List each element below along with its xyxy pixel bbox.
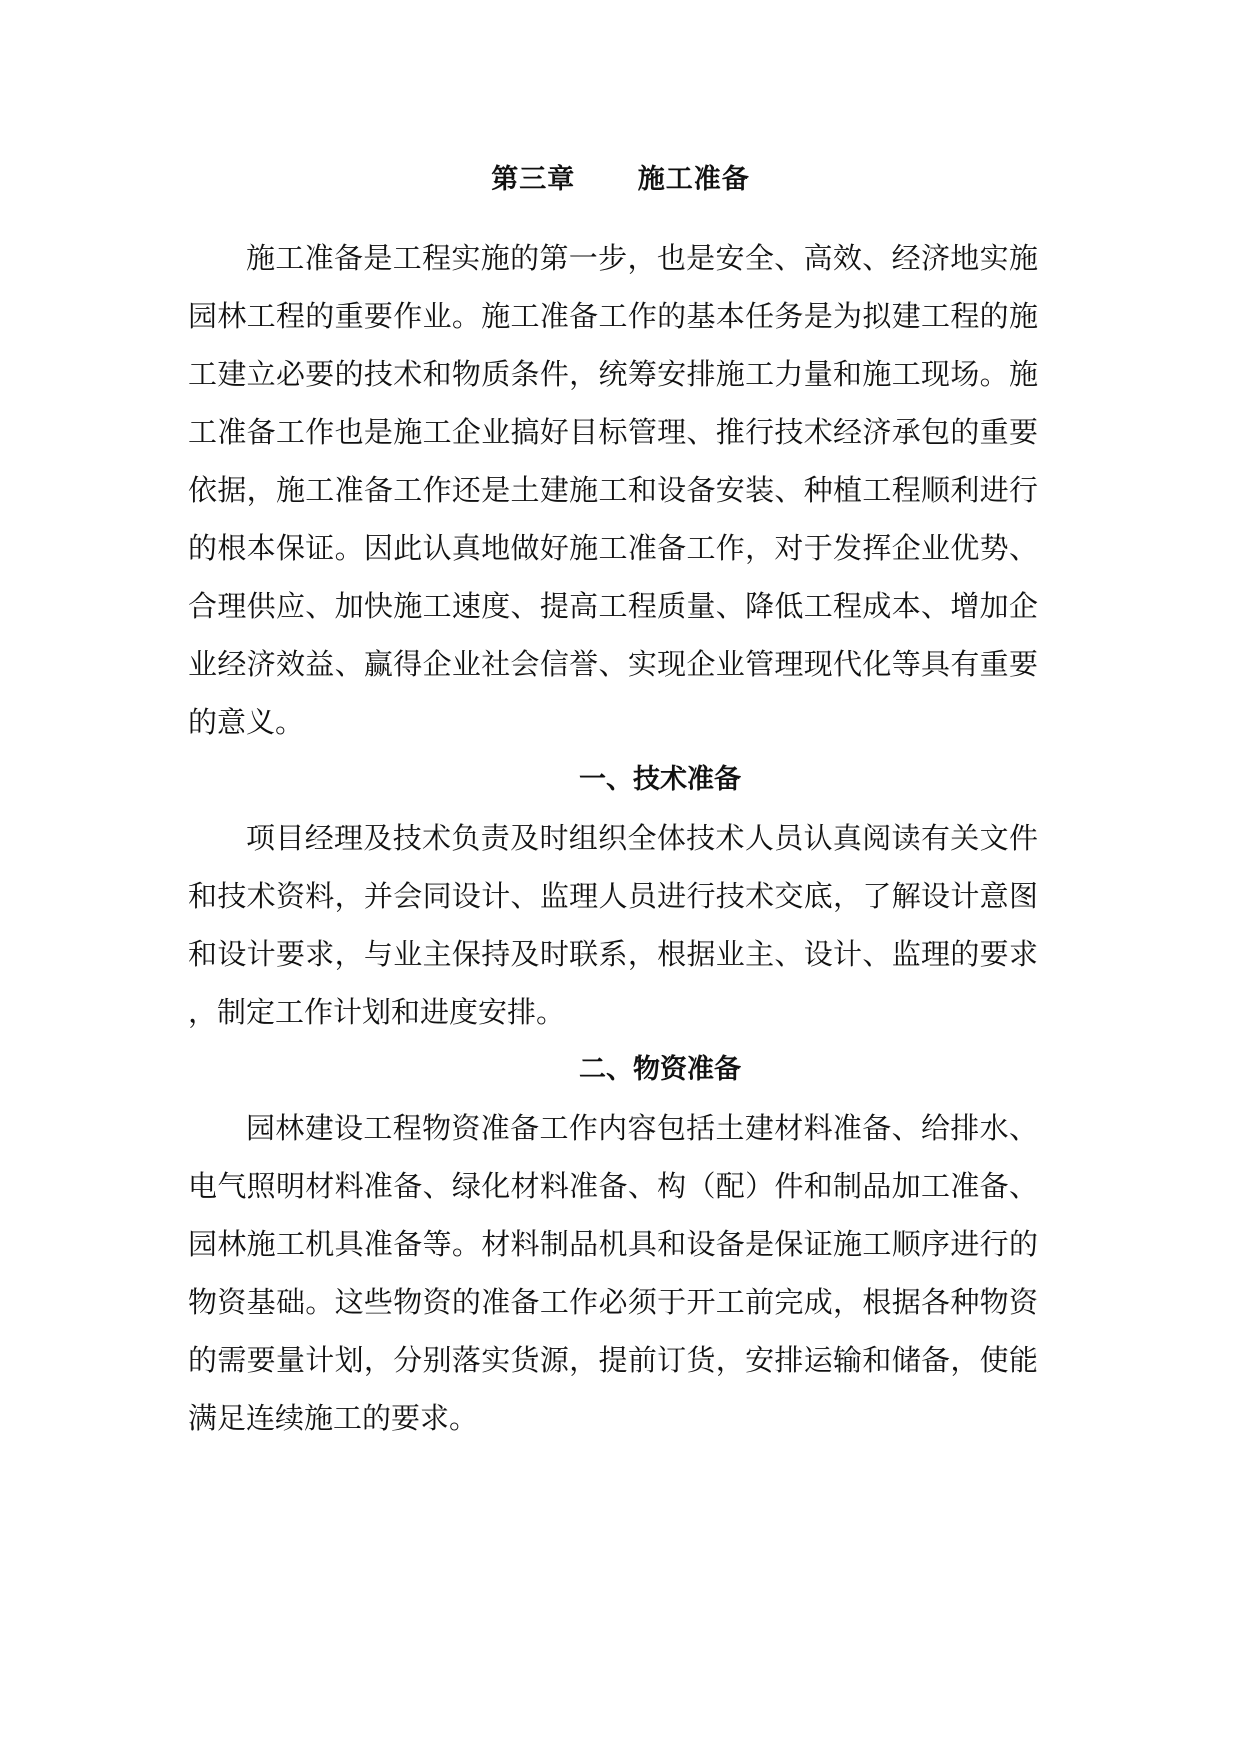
paragraph-line: 园林工程的重要作业。施工准备工作的基本任务是为拟建工程的施 bbox=[188, 299, 1038, 333]
paragraph-line: 的意义。 bbox=[188, 705, 305, 739]
paragraph-line: 项目经理及技术负责及时组织全体技术人员认真阅读有关文件 bbox=[246, 821, 1038, 855]
section-heading-materials: 二、物资准备 bbox=[579, 1054, 741, 1085]
paragraph-line: 电气照明材料准备、绿化材料准备、构（配）件和制品加工准备、 bbox=[188, 1169, 1038, 1203]
paragraph-line: 物资基础。这些物资的准备工作必须于开工前完成，根据各种物资 bbox=[188, 1285, 1038, 1319]
paragraph-line: 合理供应、加快施工速度、提高工程质量、降低工程成本、增加企 bbox=[188, 589, 1038, 623]
paragraph-line: 园林施工机具准备等。材料制品机具和设备是保证施工顺序进行的 bbox=[188, 1227, 1038, 1261]
paragraph-line: 和技术资料，并会同设计、监理人员进行技术交底，了解设计意图 bbox=[188, 879, 1038, 913]
paragraph-line: 依据，施工准备工作还是土建施工和设备安装、种植工程顺利进行 bbox=[188, 473, 1038, 507]
paragraph-line: 的需要量计划，分别落实货源，提前订货，安排运输和储备，使能 bbox=[188, 1343, 1038, 1377]
paragraph-line: 园林建设工程物资准备工作内容包括土建材料准备、给排水、 bbox=[246, 1111, 1038, 1145]
paragraph-line: 工准备工作也是施工企业搞好目标管理、推行技术经济承包的重要 bbox=[188, 415, 1038, 449]
paragraph-line: ，制定工作计划和进度安排。 bbox=[188, 995, 566, 1029]
paragraph-line: 和设计要求，与业主保持及时联系，根据业主、设计、监理的要求 bbox=[188, 937, 1038, 971]
paragraph-line: 满足连续施工的要求。 bbox=[188, 1401, 479, 1435]
paragraph-line: 施工准备是工程实施的第一步，也是安全、高效、经济地实施 bbox=[246, 241, 1038, 275]
paragraph-line: 业经济效益、赢得企业社会信誉、实现企业管理现代化等具有重要 bbox=[188, 647, 1038, 681]
section-heading-technical: 一、技术准备 bbox=[579, 764, 741, 795]
paragraph-line: 工建立必要的技术和物质条件，统筹安排施工力量和施工现场。施 bbox=[188, 357, 1038, 391]
paragraph-line: 的根本保证。因此认真地做好施工准备工作，对于发挥企业优势、 bbox=[188, 531, 1038, 565]
chapter-title: 第三章 施工准备 bbox=[491, 164, 750, 195]
